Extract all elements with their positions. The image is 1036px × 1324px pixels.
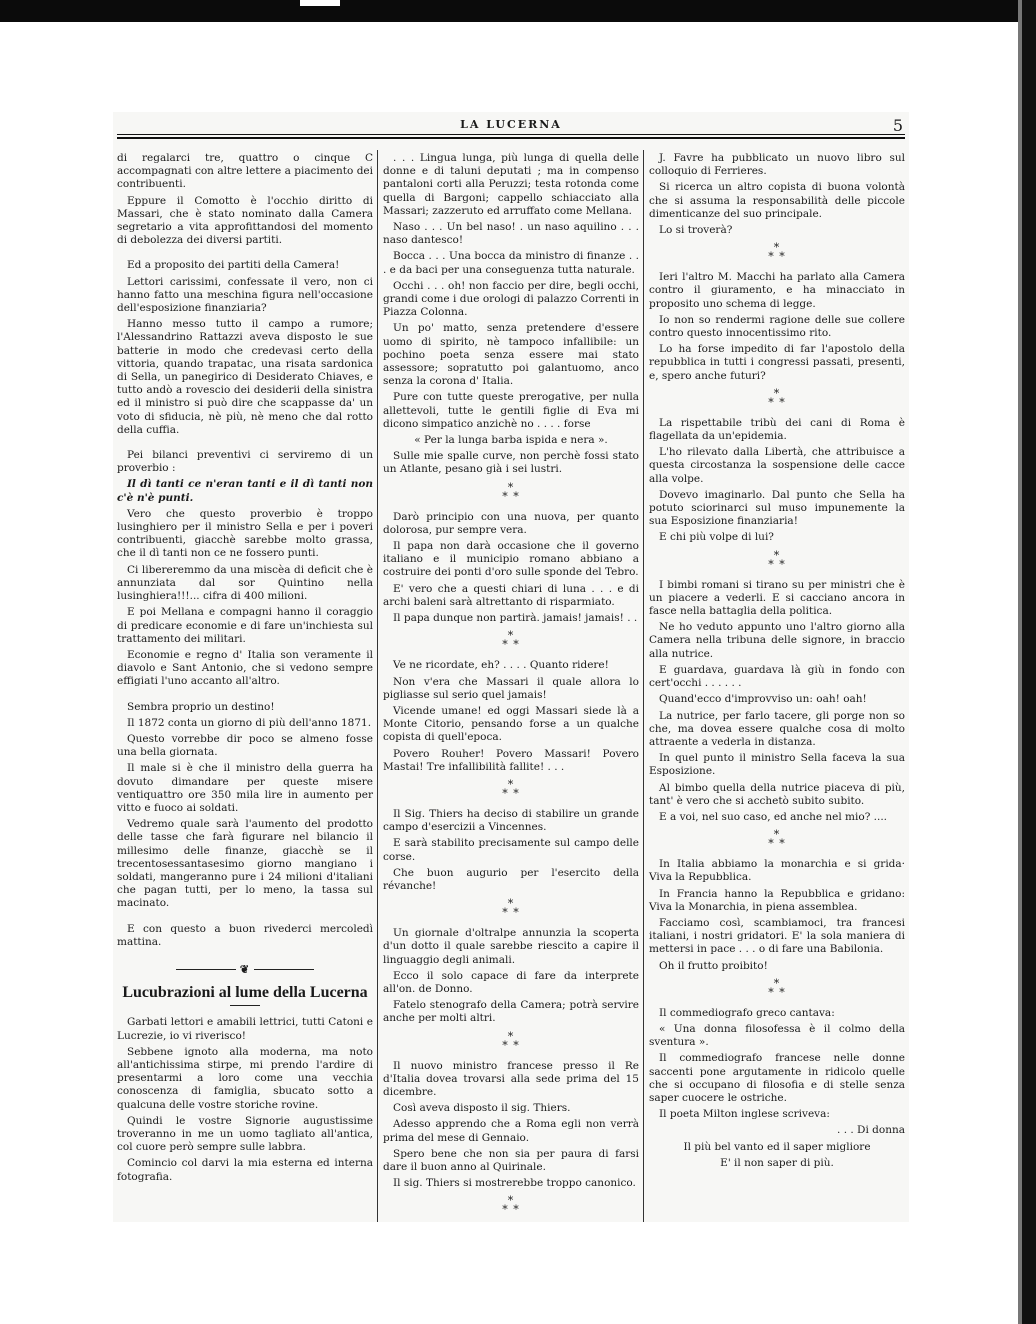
paragraph: Quindi le vostre Signorie augustissime troveranno in me un uomo tagliato all'antica, col cuore però sempre sulle labbra. xyxy=(117,1114,373,1154)
paragraph: L'ho rilevato dalla Libertà, che attribuisce a questa circostanza la sospensione delle cacce alla volpe. xyxy=(649,446,905,485)
paragraph: Spero bene che non sia per paura di farsi dare il buon anno al Quirinale. xyxy=(383,1147,639,1173)
paragraph: Hanno messo tutto il campo a rumore; l'Alessandrino Rattazzi aveva disposto le sue batterie in modo che credevasi certo della vittoria, quando trapatac, una risata sardonica di Sella, un panegirico di Desiderato Chiaves, e tutto andò a rovescio dei desiderii della sinistra ed il ministro si può dire che scappasse da' un voto di sfiducia, nè più, nè meno che dal rotto della cuffia. xyxy=(117,318,373,436)
heading-rule xyxy=(230,1005,260,1006)
column-divider-1 xyxy=(377,150,378,1222)
paragraph: Che buon augurio per l'esercito della révanche! xyxy=(383,866,639,892)
scan-top-border xyxy=(0,0,1036,22)
paragraph: Ed a proposito dei partiti della Camera! xyxy=(127,259,340,272)
paragraph: E' vero che a questi chiari di luna . . . e di archi baleni sarà altrettanto di risparmiato. xyxy=(383,582,639,608)
paragraph: . . . Lingua lunga, più lunga di quella delle donne e di taluni deputati ; ma in compenso pantaloni corti alla Peruzzi; testa rotonda come quella di Bargoni; cappello schiacciato alla Massari; zazzeruto ed arruffato come Mellana. xyxy=(383,152,639,217)
paragraph: Ve ne ricordate, eh? . . . . Quanto ridere! xyxy=(393,659,609,672)
asterism-divider: * * * xyxy=(502,777,520,800)
paragraph: Occhi . . . oh! non faccio per dire, begli occhi, grandi come i due orologi di palazzo Correnti in Piazza Colonna. xyxy=(383,279,639,319)
newspaper-title: LA LUCERNA xyxy=(460,118,562,131)
paragraph: Il commediografo greco cantava: xyxy=(659,1006,835,1019)
paragraph: Al bimbo quella della nutrice piaceva di più, tant' è vero che si acchetò subito subito. xyxy=(649,781,905,807)
paragraph: Lettori carissimi, confessate il vero, non ci hanno fatto una meschina figura nell'occasione dell'esposizione finanziaria? xyxy=(117,275,373,315)
scan-top-notch xyxy=(300,0,340,6)
paragraph: Dovevo imaginarlo. Dal punto che Sella ha potuto sciorinarci sul muso impunemente la sua Esposizione finanziaria! xyxy=(649,488,905,528)
paragraph: Vicende umane! ed oggi Massari siede là a Monte Citorio, pensando forse a un qualche copista di quell'epoca. xyxy=(383,704,639,744)
paragraph: Eppure il Comotto è l'occhio diritto di Massari, che è stato nominato dalla Camera segretario a vita approfittandosi del momento di debolezza dei diversi partiti. xyxy=(117,194,373,247)
paragraph: Un po' matto, senza pretendere d'essere uomo di spirito, nè tampoco infallibile: un pochino poeta senza essere mai stato assessore; sopratutto poi galantuomo, anco senza la corona d' Italia. xyxy=(383,322,639,388)
paragraph: E poi Mellana e compagni hanno il coraggio di predicare economie e di fare un'inchiesta sul trattamento dei militari. xyxy=(117,606,373,645)
paragraph: Ecco il solo capace di fare da interprete all'on. de Donno. xyxy=(383,969,639,995)
paragraph: In Francia hanno la Repubblica e gridano: Viva la Monarchia, in piena assemblea. xyxy=(649,887,905,913)
paragraph: In quel punto il ministro Sella faceva la sua Esposizione. xyxy=(649,752,905,778)
asterism-divider: * * * xyxy=(502,480,520,503)
paragraph: Sebbene ignoto alla moderna, ma noto all'antichissima stirpe, mi prendo l'ardire di presentarmi a loro come una vecchia conoscenza di famiglia, sbucato sotto a qualcuna delle vostre storiche rovine. xyxy=(117,1045,373,1111)
paragraph: Fatelo stenografo della Camera; potrà servire anche per molti altri. xyxy=(383,999,639,1025)
asterism-divider: * * * xyxy=(502,1029,520,1052)
paragraph: Povero Rouher! Povero Massari! Povero Mastai! Tre infallibilità fallite! . . . xyxy=(383,747,639,773)
paragraph: Adesso apprendo che a Roma egli non verrà prima del mese di Gennaio. xyxy=(383,1118,639,1144)
paragraph: Un giornale d'oltralpe annunzia la scoperta d'un dotto il quale sarebbe riescito a capire il linguaggio degli animali. xyxy=(383,927,639,966)
newspaper-page xyxy=(113,112,909,1222)
paragraph: Oh il frutto proibito! xyxy=(659,959,768,972)
asterism-divider: * * * xyxy=(502,629,520,652)
paragraph: Io non so rendermi ragione delle sue collere contro questo innocentissimo rito. xyxy=(649,313,905,340)
paragraph: Il male si è che il ministro della guerra ha dovuto dimandare per queste misere ventiquattro ore 350 mila lire in aumento per vitto e fuoco ai soldati. xyxy=(117,762,373,814)
paragraph: Non v'era che Massari il quale allora lo pigliasse sul serio quel jamais! xyxy=(383,675,639,701)
paragraph: E guardava, guardava là giù in fondo con cert'occhi . . . . . . xyxy=(649,663,905,690)
paragraph: Il papa non darà occasione che il governo italiano e il municipio romano abbiano a costruire dei ponti d'oro sulle sponde del Tebro. xyxy=(383,540,639,579)
paragraph: Il papa dunque non partirà. jamais! jamais! . . xyxy=(393,612,638,625)
verse-line: Il più bel vanto ed il saper migliore xyxy=(683,1140,871,1153)
paragraph: Economie e regno d' Italia son veramente il diavolo e Sant Antonio, che si vedono sempre effigiati l'uno accanto all'altro. xyxy=(117,648,373,688)
asterism-divider: * * * xyxy=(502,1194,520,1217)
paragraph: Sembra proprio un destino! xyxy=(127,700,275,713)
paragraph: Il nuovo ministro francese presso il Re d'Italia dovea trovarsi alla sede prima del 15 dicembre. xyxy=(383,1059,639,1098)
section-heading: Lucubrazioni al lume della Lucerna xyxy=(122,984,368,1002)
paragraph: Ne ho veduto appunto uno l'altro giorno alla Camera nella tribuna delle signore, in braccio alla nutrice. xyxy=(649,621,905,660)
paragraph: In Italia abbiamo la monarchia e si grida· Viva la Repubblica. xyxy=(649,858,905,884)
paragraph: Il Sig. Thiers ha deciso di stabilire un grande campo d'esercizii a Vincennes. xyxy=(383,807,639,834)
paragraph: Si ricerca un altro copista di buona volontà che si assuma la responsabilità delle piccole dimenticanze del suo principale. xyxy=(649,181,905,220)
quotation: « Per la lunga barba ispida e nera ». xyxy=(414,434,608,447)
paragraph: J. Favre ha pubblicato un nuovo libro sul colloquio di Ferrieres. xyxy=(649,152,905,178)
paragraph: Bocca . . . Una bocca da ministro di finanze . . . e da baci per una conseguenza tutta naturale. xyxy=(383,250,639,276)
paragraph: Quand'ecco d'improvviso un: oah! oah! xyxy=(659,693,867,706)
asterism-divider: * * * xyxy=(768,241,786,264)
paragraph: Questo vorrebbe dir poco se almeno fosse una bella giornata. xyxy=(117,732,373,759)
verse-line: E' il non saper di più. xyxy=(720,1156,834,1169)
paragraph: Il poeta Milton inglese scriveva: xyxy=(659,1108,830,1121)
paragraph: I bimbi romani si tirano su per ministri che è un piacere a vederli. E si cacciano ancora in fasce nella battaglia della politica. xyxy=(649,578,905,618)
paragraph: E a voi, nel suo caso, ed anche nel mio? .... xyxy=(659,810,888,823)
paragraph: E sarà stabilito precisamente sul campo delle corse. xyxy=(383,837,639,863)
section-ornament xyxy=(117,963,373,976)
paragraph: Comincio col darvi la mia esterna ed interna fotografia. xyxy=(117,1157,373,1183)
verse-line: . . . Di donna xyxy=(837,1124,905,1137)
page-header xyxy=(113,112,909,142)
paragraph: Il commediografo francese nelle donne saccenti pone argutamente in ridicolo quelle che si occupano di filosofia e di stelle senza saper cuocere le ostriche. xyxy=(649,1052,905,1104)
paragraph: Pei bilanci preventivi ci serviremo di un proverbio : xyxy=(117,449,373,475)
paragraph: Ci libereremmo da una miscèa di deficit che è annunziata dal sor Quintino nella lusinghiera!!!... cifra di 400 milioni. xyxy=(117,563,373,603)
column-2 xyxy=(383,152,639,1224)
quotation: « Una donna filosofessa è il colmo della sventura ». xyxy=(649,1022,905,1049)
column-1 xyxy=(117,152,373,1187)
paragraph: Ieri l'altro M. Macchi ha parlato alla Camera contro il giuramento, e ha minacciato in proposito uno schema di legge. xyxy=(649,271,905,310)
paragraph: E con questo a buon rivederci mercoledì mattina. xyxy=(117,922,373,948)
asterism-divider: * * * xyxy=(768,976,786,999)
paragraph: La nutrice, per farlo tacere, gli porge non so che, ma dovea essere qualche cosa di molto attraente a vederla in distanza. xyxy=(649,709,905,748)
paragraph: Darò principio con una nuova, per quanto dolorosa, pur sempre vera. xyxy=(383,510,639,536)
paragraph: Naso . . . Un bel naso! . un naso aquilino . . . naso dantesco! xyxy=(383,221,639,247)
column-3 xyxy=(649,152,905,1173)
paragraph: La rispettabile tribù dei cani di Roma è flagellata da un'epidemia. xyxy=(649,416,905,443)
paragraph: Pure con tutte queste prerogative, per nulla allettevoli, tutte le gentili figlie di Eva mi dicono simpatico anzichè no . . . . forse xyxy=(383,391,639,430)
column-divider-2 xyxy=(643,150,644,1222)
paragraph: Il 1872 conta un giorno di più dell'anno 1871. xyxy=(127,716,372,729)
asterism-divider: * * * xyxy=(768,386,786,409)
paragraph: Facciamo così, scambiamoci, tra francesi italiani, i nostri gridatori. E' la sola maniera di mettersi in pace . . . o di fare una Babilonia. xyxy=(649,916,905,956)
paragraph: di regalarci tre, quattro o cinque C accompagnati con altre lettere a piacimento dei contribuenti. xyxy=(117,152,373,191)
asterism-divider: * * * xyxy=(768,828,786,851)
paragraph: Vedremo quale sarà l'aumento del prodotto delle tasse che farà figurare nel bilancio il millesimo delle finanze, giacchè se il trecentosessantasesimo giorno mangiano i soldati, mangeranno pure i 24 milioni d'italiani che pagan tutti, per lo meno, la tassa sul macinato. xyxy=(117,818,373,910)
paragraph: Il sig. Thiers si mostrerebbe troppo canonico. xyxy=(393,1177,636,1190)
paragraph: Così aveva disposto il sig. Thiers. xyxy=(393,1102,571,1115)
paragraph: Garbati lettori e amabili lettrici, tutti Catoni e Lucrezie, io vi riverisco! xyxy=(117,1016,373,1042)
paragraph: Lo ha forse impedito di far l'apostolo della repubblica in tutti i congressi passati, presenti, e, spero anche futuri? xyxy=(649,343,905,382)
paragraph: E chi più volpe di lui? xyxy=(659,531,774,544)
ornament-glyph: ❦ xyxy=(239,962,251,976)
paragraph: Lo si troverà? xyxy=(659,224,733,237)
header-rule xyxy=(117,134,905,139)
scan-right-border xyxy=(1022,0,1036,1324)
asterism-divider: * * * xyxy=(502,897,520,920)
paragraph: Sulle mie spalle curve, non perchè fossi stato un Atlante, pesano già i sei lustri. xyxy=(383,450,639,476)
page-number: 5 xyxy=(892,116,903,135)
proverb: Il dì tanti ce n'eran tanti e il dì tanti non c'è n'è punti. xyxy=(117,478,373,504)
paragraph: Vero che questo proverbio è troppo lusinghiero per il ministro Sella e per i poveri contribuenti, giacchè sarebbe molto grassa, che il dì tanti non ce ne fossero punti. xyxy=(117,507,373,560)
asterism-divider: * * * xyxy=(768,548,786,571)
